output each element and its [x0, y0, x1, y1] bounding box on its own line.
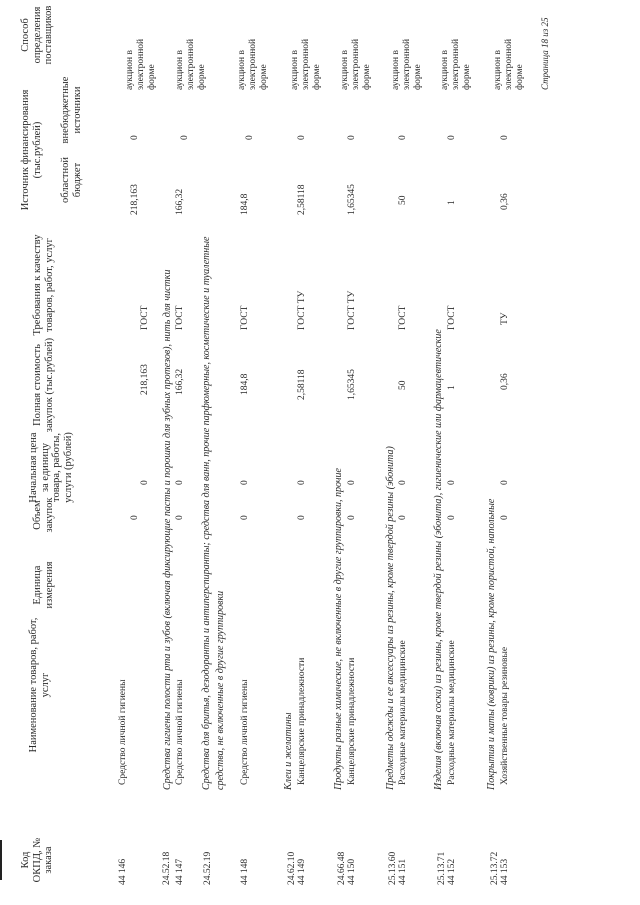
row-name: Канцелярские принадлежности	[297, 657, 307, 785]
header-unit: Единица измерения	[32, 561, 55, 609]
row-regional: 218,163	[130, 184, 140, 215]
row-volume: 0	[447, 515, 457, 520]
row-extra: 0	[245, 135, 255, 140]
row-price: 0	[398, 480, 408, 485]
row-req: ГОСТ ТУ	[297, 290, 307, 330]
row-code: 44 149	[297, 858, 307, 885]
header-financing-extra: внебюджетные источники	[60, 76, 83, 144]
category-code: 24.52.19	[203, 851, 213, 885]
row-regional: 184,8	[240, 193, 250, 215]
row-req: ГОСТ	[175, 305, 185, 330]
row-code: 44 147	[175, 858, 185, 885]
row-method: аукцион в электронной форме	[237, 38, 269, 90]
row-name: Средство личной гигиены	[175, 679, 185, 785]
category-title: Предметы одежды и ее аксессуары из резины, кроме твердой резины (эбонита)	[385, 446, 396, 790]
row-extra: 0	[447, 135, 457, 140]
row-req: ГОСТ	[140, 305, 150, 330]
category-code: 25.13.71	[437, 851, 447, 885]
row-volume: 0	[175, 515, 185, 520]
row-method: аукцион в электронной форме	[391, 38, 423, 90]
row-method: аукцион в электронной форме	[493, 38, 525, 90]
row-name: Канцелярские принадлежности	[347, 657, 357, 785]
row-code: 44 152	[447, 858, 457, 885]
row-method: аукцион в электронной форме	[290, 38, 322, 90]
row-volume: 0	[130, 515, 140, 520]
row-regional: 2,58118	[297, 184, 307, 215]
header-requirements: Требования к качеству товаров, работ, услуг	[32, 234, 55, 336]
row-volume: 0	[347, 515, 357, 520]
header-financing-regional: областной бюджет	[60, 157, 83, 203]
row-volume: 0	[297, 515, 307, 520]
header-method: Способ определения поставщиков	[20, 5, 54, 65]
row-price: 0	[447, 480, 457, 485]
row-volume: 0	[398, 515, 408, 520]
row-regional: 166,32	[175, 188, 185, 215]
header-full-cost: Полная стоимость закупок (тыс.рублей)	[32, 337, 55, 433]
category-title: Продукты разные химические, не включенные в другие группировки, прочие	[333, 468, 344, 790]
row-req: ГОСТ	[398, 305, 408, 330]
row-name: Средство личной гигиены	[118, 679, 128, 785]
category-code: 24.52.18	[162, 851, 172, 885]
category-title: Средства гигиены полости рта и зубов (включая фиксирующие пасты и порошки для зубных протезов), нить для чистки	[162, 269, 173, 790]
row-price: 0	[297, 480, 307, 485]
row-req: ГОСТ ТУ	[347, 290, 357, 330]
header-name: Наименование товаров, работ, услуг	[28, 617, 51, 753]
row-method: аукцион в электронной форме	[340, 38, 372, 90]
row-extra: 0	[180, 135, 190, 140]
category-code: 24.66.48	[337, 851, 347, 885]
row-extra: 0	[500, 135, 510, 140]
row-code: 44 148	[240, 858, 250, 885]
row-name: Хозяйственные товары резиновые	[500, 646, 510, 785]
category-title: Средства для бритья, дезодоранты и антиперспиранты; средства для ванн, прочие парфюмерные, косметические и туалетные средства, не включенные в другие группировки	[201, 236, 226, 790]
row-cost: 1,65345	[347, 369, 357, 400]
row-cost: 50	[398, 380, 408, 390]
row-code: 44 146	[118, 858, 128, 885]
row-req: ГОСТ	[447, 305, 457, 330]
row-cost: 2,58118	[297, 369, 307, 400]
row-extra: 0	[297, 135, 307, 140]
row-method: аукцион в электронной форме	[440, 38, 472, 90]
row-cost: 1	[447, 385, 457, 390]
row-price: 0	[240, 480, 250, 485]
row-regional: 1	[447, 200, 457, 205]
category-code: 25.13.60	[388, 851, 398, 885]
row-extra: 0	[130, 135, 140, 140]
header-price: Начальная цена за единицу товара, работы, услуги (рублей)	[28, 432, 74, 503]
row-regional: 50	[398, 195, 408, 205]
row-req: ТУ	[500, 312, 510, 325]
header-code: Код ОКПД, № заказа	[20, 837, 54, 883]
row-req: ГОСТ	[240, 305, 250, 330]
row-cost: 218,163	[140, 364, 150, 395]
row-price: 0	[500, 480, 510, 485]
row-code: 44 150	[347, 858, 357, 885]
category-code: 25.13.72	[490, 851, 500, 885]
row-regional: 0,36	[500, 193, 510, 210]
row-price: 0	[175, 480, 185, 485]
row-code: 44 151	[398, 858, 408, 885]
row-name: Средство личной гигиены	[240, 679, 250, 785]
row-price: 0	[140, 480, 150, 485]
row-name: Расходные материалы медицинские	[447, 640, 457, 785]
row-volume: 0	[500, 515, 510, 520]
row-regional: 1,65345	[347, 184, 357, 215]
row-extra: 0	[398, 135, 408, 140]
row-cost: 166,32	[175, 368, 185, 395]
row-price: 0	[347, 480, 357, 485]
category-code: 24.62.10	[287, 851, 297, 885]
row-volume: 0	[240, 515, 250, 520]
row-name: Расходные материалы медицинские	[398, 640, 408, 785]
header-volume: Объем закупок	[32, 497, 55, 533]
category-title: Покрытия и маты (коврики) из резины, кроме пористой, напольные	[486, 498, 497, 790]
row-extra: 0	[347, 135, 357, 140]
row-method: аукцион в электронной форме	[175, 38, 207, 90]
row-cost: 184,8	[240, 373, 250, 395]
row-code: 44 153	[500, 858, 510, 885]
page-number: Страница 18 из 25	[540, 17, 550, 90]
category-title: Изделия (включая соски) из резины, кроме твердой резины (эбонита), гигиенические или фармацевтические	[433, 329, 444, 790]
row-cost: 0,36	[500, 373, 510, 390]
header-financing: Источник финансирования (тыс.рублей)	[20, 89, 43, 211]
category-title: Клеи и желатины	[283, 712, 294, 790]
row-method: аукцион в электронной форме	[125, 38, 157, 90]
